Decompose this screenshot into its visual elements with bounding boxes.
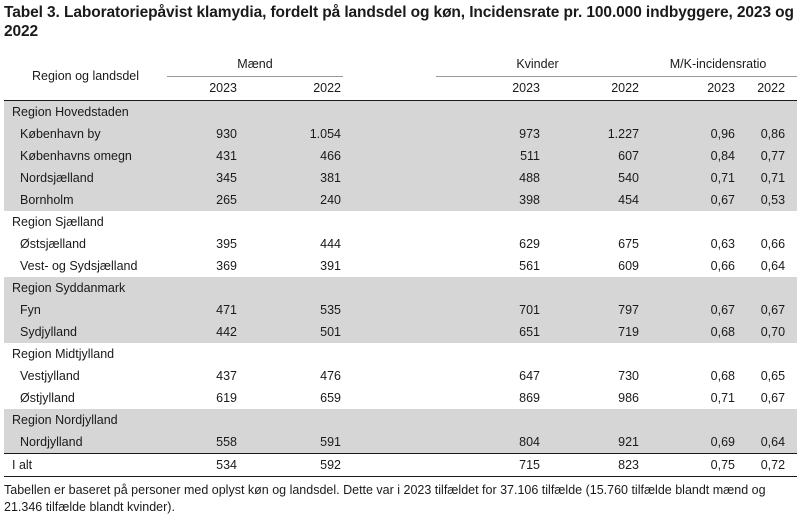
table-cell: 0,68 (639, 321, 735, 343)
table-cell: 0,66 (710, 259, 736, 273)
row-label: Region Sjælland (12, 215, 104, 229)
year-header: 2023 (639, 77, 735, 101)
row-label: Region Syddanmark (4, 277, 167, 299)
table-cell: 511 (436, 145, 544, 167)
table-cell (735, 343, 797, 365)
row-label: Nordsjælland (4, 167, 167, 189)
table-cell (237, 211, 343, 233)
table-row (4, 387, 797, 409)
table-footnote: Tabellen er baseret på personer med oplyst køn og landsdel. Dette var i 2023 tilfældet for 37.106 tilfælde (15.760 tilfælde blandt mænd og 21.346 tilfælde blandt kvinder). (4, 483, 766, 514)
year-header: 2022 (735, 77, 797, 101)
table-cell: 534 (167, 454, 237, 477)
table-cell (436, 101, 544, 124)
row-label: Nordjylland (4, 431, 167, 454)
year-header: 2023 (167, 77, 237, 101)
row-label: Københavns omegn (4, 145, 167, 167)
table-cell: 444 (320, 237, 341, 251)
table-row (4, 123, 797, 145)
table-cell (639, 211, 735, 233)
table-cell: 381 (237, 167, 343, 189)
table-cell: 0,69 (639, 431, 735, 454)
table-row (4, 321, 797, 343)
table-cell: 0,67 (639, 299, 735, 321)
table-cell: 1.054 (237, 123, 343, 145)
region-row (4, 409, 797, 431)
table-cell: 488 (436, 167, 544, 189)
table-cell: 0,77 (735, 145, 797, 167)
table-cell: 240 (237, 189, 343, 211)
table-cell: 0,64 (735, 431, 797, 454)
table-cell: 647 (519, 369, 540, 383)
table-cell: 869 (519, 391, 540, 405)
table-cell: 0,67 (760, 391, 786, 405)
row-label: Vestjylland (20, 369, 80, 383)
table-cell (167, 409, 237, 431)
table-cell (167, 101, 237, 124)
table-cell: 607 (544, 145, 639, 167)
region-row (4, 101, 797, 124)
table-cell (735, 101, 797, 124)
table-cell (167, 343, 237, 365)
table-cell (544, 277, 639, 299)
table-cell: 0,71 (710, 391, 736, 405)
table-cell: 629 (519, 237, 540, 251)
table-cell: 471 (167, 299, 237, 321)
table-title: Tabel 3. Laboratoriepåvist klamydia, fordelt på landsdel og køn, Incidensrate pr. 100.000 indbyggere, 2023 og 2022 (4, 4, 794, 40)
table-cell (237, 277, 343, 299)
year-header: 2022 (237, 77, 343, 101)
row-label: Region Hovedstaden (4, 101, 167, 124)
table-cell: 619 (216, 391, 237, 405)
table-cell: 454 (544, 189, 639, 211)
table-cell: 592 (237, 454, 343, 477)
table-cell: 715 (436, 454, 544, 477)
table-cell (639, 343, 735, 365)
table-cell: 391 (320, 259, 341, 273)
incidence-table (4, 53, 797, 477)
table-cell: 476 (320, 369, 341, 383)
region-row (4, 343, 797, 365)
table-cell: 804 (436, 431, 544, 454)
table-cell: 561 (519, 259, 540, 273)
table-cell: 0,96 (639, 123, 735, 145)
table-cell (436, 409, 544, 431)
table-cell: 797 (544, 299, 639, 321)
table-cell: 437 (216, 369, 237, 383)
table-cell: 823 (544, 454, 639, 477)
year-header: 2022 (544, 77, 639, 101)
table-cell: 0,53 (735, 189, 797, 211)
region-row (4, 277, 797, 299)
total-row (4, 454, 797, 477)
table-cell: 398 (436, 189, 544, 211)
table-cell (436, 343, 544, 365)
region-column-header: Region og landsdel (4, 53, 167, 101)
table-cell (639, 101, 735, 124)
table-cell (639, 277, 735, 299)
table-row (4, 189, 797, 211)
women-group-header: Kvinder (436, 53, 639, 77)
table-cell: 0,84 (639, 145, 735, 167)
row-label: København by (4, 123, 167, 145)
table-cell: 442 (167, 321, 237, 343)
table-cell: 501 (237, 321, 343, 343)
row-label: Region Nordjylland (4, 409, 167, 431)
table-cell: 973 (436, 123, 544, 145)
table-cell (436, 211, 544, 233)
table-cell: 0,65 (760, 369, 786, 383)
table-cell: 535 (237, 299, 343, 321)
table-cell: 0,67 (735, 299, 797, 321)
table-row (4, 299, 797, 321)
table-cell: 651 (436, 321, 544, 343)
row-label: Østjylland (20, 391, 75, 405)
table-cell (237, 343, 343, 365)
table-cell: 395 (216, 237, 237, 251)
table-row (4, 365, 797, 387)
table-cell: 466 (237, 145, 343, 167)
table-cell: 431 (167, 145, 237, 167)
table-row (4, 255, 797, 277)
table-cell (237, 409, 343, 431)
table-cell: 540 (544, 167, 639, 189)
table-cell (544, 211, 639, 233)
table-cell (735, 277, 797, 299)
table-cell: 0,72 (735, 454, 797, 477)
table-cell: 0,70 (735, 321, 797, 343)
table-cell: 0,71 (735, 167, 797, 189)
table-row (4, 167, 797, 189)
table-cell: 701 (436, 299, 544, 321)
table-cell: 675 (618, 237, 640, 251)
table-cell (436, 277, 544, 299)
table-cell: 986 (618, 391, 640, 405)
table-cell: 921 (544, 431, 639, 454)
table-cell: 0,67 (639, 189, 735, 211)
table-cell: 1.227 (544, 123, 639, 145)
table-cell (237, 101, 343, 124)
year-header: 2023 (436, 77, 544, 101)
table-cell: 609 (618, 259, 640, 273)
table-cell: 730 (618, 369, 640, 383)
table-body (4, 101, 797, 477)
table-cell: 0,64 (760, 259, 786, 273)
table-cell: 345 (167, 167, 237, 189)
ratio-group-header: M/K-incidensratio (639, 53, 797, 77)
row-label: Vest- og Sydsjælland (20, 259, 138, 273)
table-cell (544, 409, 639, 431)
table-cell: 558 (167, 431, 237, 454)
table-cell: 0,71 (639, 167, 735, 189)
table-row (4, 233, 797, 255)
table-cell: 719 (544, 321, 639, 343)
row-label: Bornholm (4, 189, 167, 211)
table-cell: 659 (320, 391, 341, 405)
table-cell: 0,75 (639, 454, 735, 477)
row-label: Østsjælland (20, 237, 86, 251)
row-label: Fyn (4, 299, 167, 321)
table-cell (544, 101, 639, 124)
table-cell (735, 409, 797, 431)
region-row (4, 211, 797, 233)
table-cell: 0,68 (710, 369, 736, 383)
row-label: Region Midtjylland (12, 347, 115, 361)
table-cell (735, 211, 797, 233)
table-cell: 591 (237, 431, 343, 454)
table-cell (167, 277, 237, 299)
table-cell: 265 (167, 189, 237, 211)
table-row (4, 431, 797, 454)
table-cell: 0,63 (710, 237, 736, 251)
table-cell: 369 (216, 259, 237, 273)
row-label: I alt (4, 454, 167, 477)
row-label: Sydjylland (4, 321, 167, 343)
table-row (4, 145, 797, 167)
table-cell (639, 409, 735, 431)
table-cell (544, 343, 639, 365)
table-cell: 930 (167, 123, 237, 145)
table-cell: 0,86 (735, 123, 797, 145)
men-group-header: Mænd (167, 53, 343, 77)
table-cell (167, 211, 237, 233)
table-cell: 0,66 (760, 237, 786, 251)
